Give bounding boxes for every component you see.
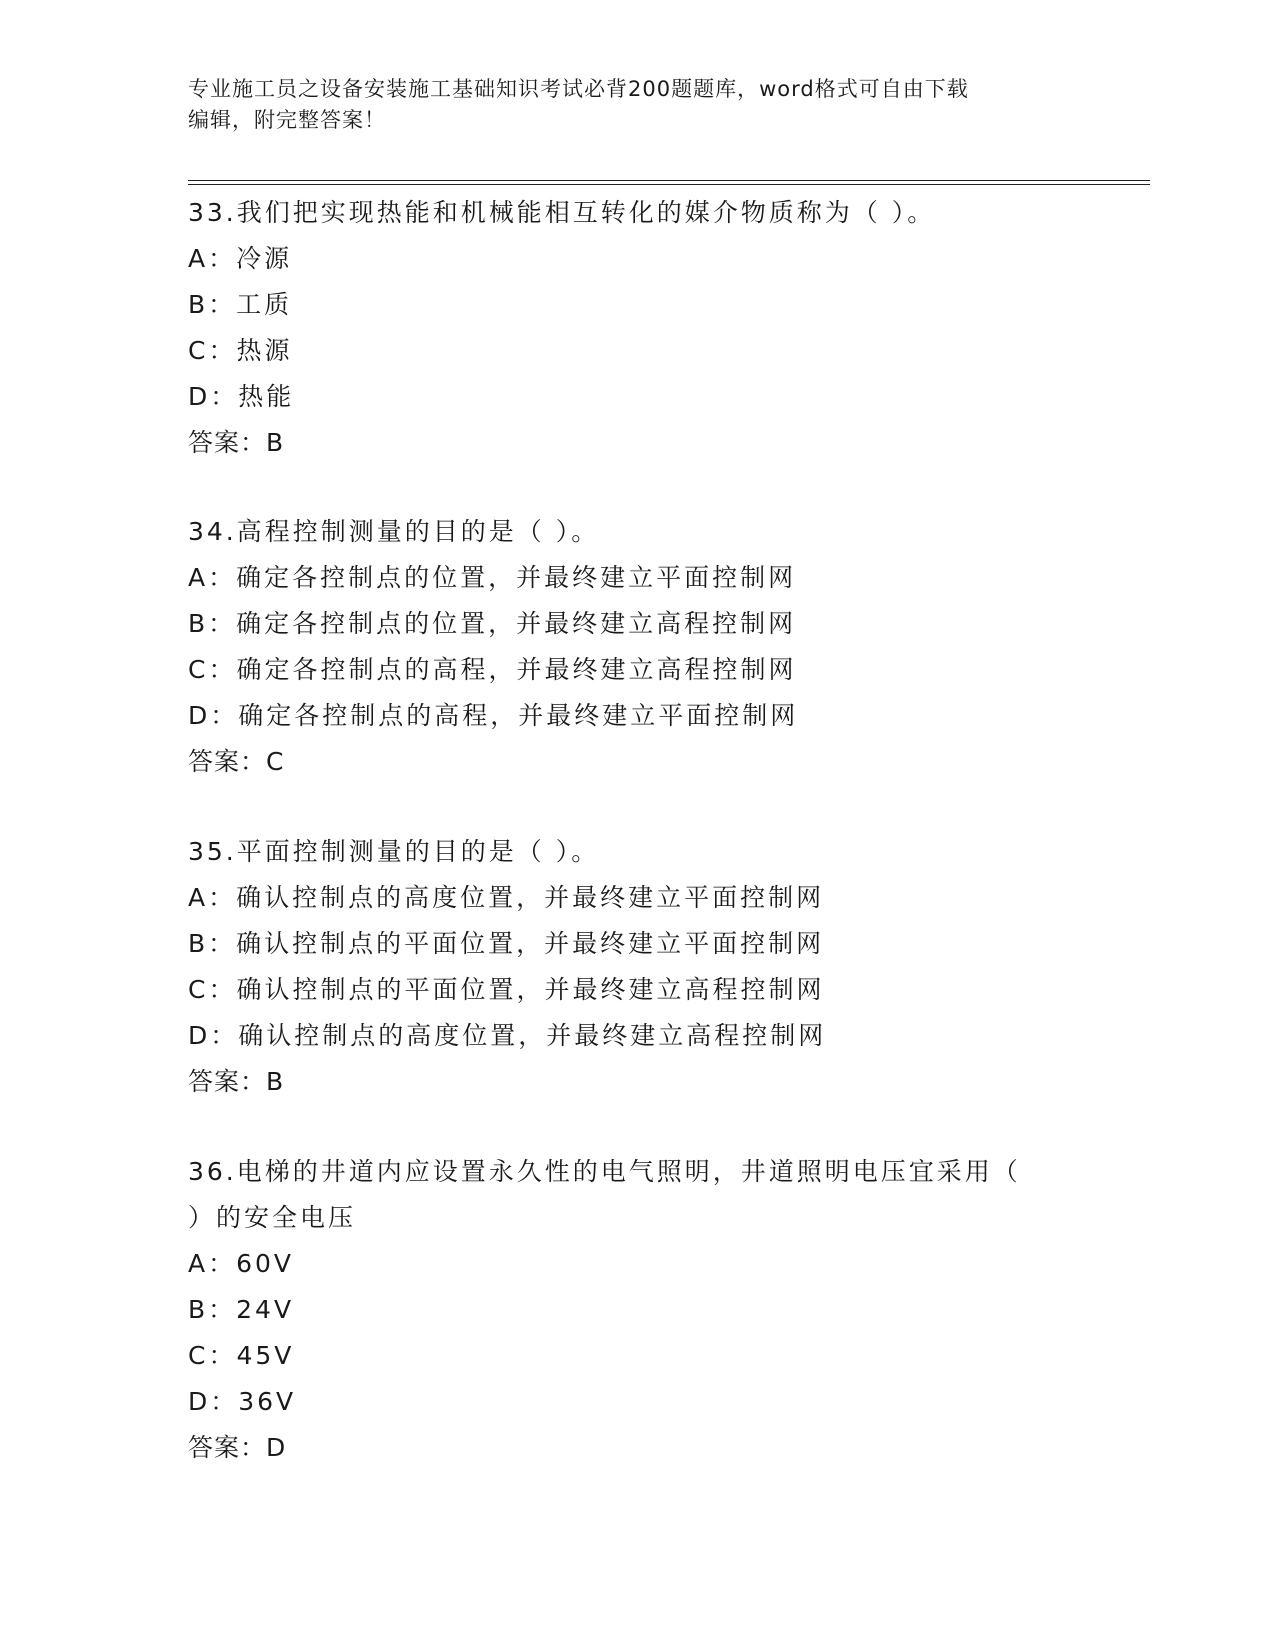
option-a: A：冷源 — [188, 244, 293, 273]
option-a: A：确认控制点的高度位置，并最终建立平面控制网 — [188, 883, 825, 912]
option-a: A：确定各控制点的位置，并最终建立平面控制网 — [188, 563, 797, 592]
option-c: C：热源 — [188, 336, 293, 365]
header-line-1: 专业施工员之设备安装施工基础知识考试必背200题题库，word格式可自由下载 — [188, 77, 969, 101]
answer: 答案：C — [188, 747, 285, 776]
question-stem-continued: ）的安全电压 — [188, 1203, 357, 1232]
option-b: B：确定各控制点的位置，并最终建立高程控制网 — [188, 609, 797, 638]
question-block — [188, 509, 1088, 785]
option-b: B：确认控制点的平面位置，并最终建立平面控制网 — [188, 929, 825, 958]
question-stem: 33.我们把实现热能和机械能相互转化的媒介物质称为（ ）。 — [188, 198, 936, 227]
option-d: D：热能 — [188, 382, 295, 411]
question-block — [188, 190, 1088, 466]
option-d: D：确定各控制点的高程，并最终建立平面控制网 — [188, 701, 799, 730]
option-b: B：24V — [188, 1295, 295, 1324]
question-stem: 36.电梯的井道内应设置永久性的电气照明，井道照明电压宜采用（ — [188, 1157, 1021, 1186]
answer: 答案：D — [188, 1433, 287, 1462]
question-stem: 34.高程控制测量的目的是（ ）。 — [188, 517, 600, 546]
option-c: C：45V — [188, 1341, 295, 1370]
question-stem: 35.平面控制测量的目的是（ ）。 — [188, 837, 600, 866]
header-divider-second — [188, 184, 1150, 185]
option-d: D：36V — [188, 1387, 297, 1416]
answer: 答案：B — [188, 428, 285, 457]
header-line-2: 编辑，附完整答案！ — [188, 108, 386, 132]
question-block — [188, 829, 1088, 1105]
header-divider — [188, 180, 1150, 181]
option-b: B：工质 — [188, 290, 293, 319]
document-header — [188, 74, 1088, 136]
option-a: A：60V — [188, 1249, 295, 1278]
question-block — [188, 1149, 1088, 1471]
option-c: C：确认控制点的平面位置，并最终建立高程控制网 — [188, 975, 825, 1004]
option-d: D：确认控制点的高度位置，并最终建立高程控制网 — [188, 1021, 827, 1050]
option-c: C：确定各控制点的高程，并最终建立高程控制网 — [188, 655, 797, 684]
answer: 答案：B — [188, 1067, 285, 1096]
